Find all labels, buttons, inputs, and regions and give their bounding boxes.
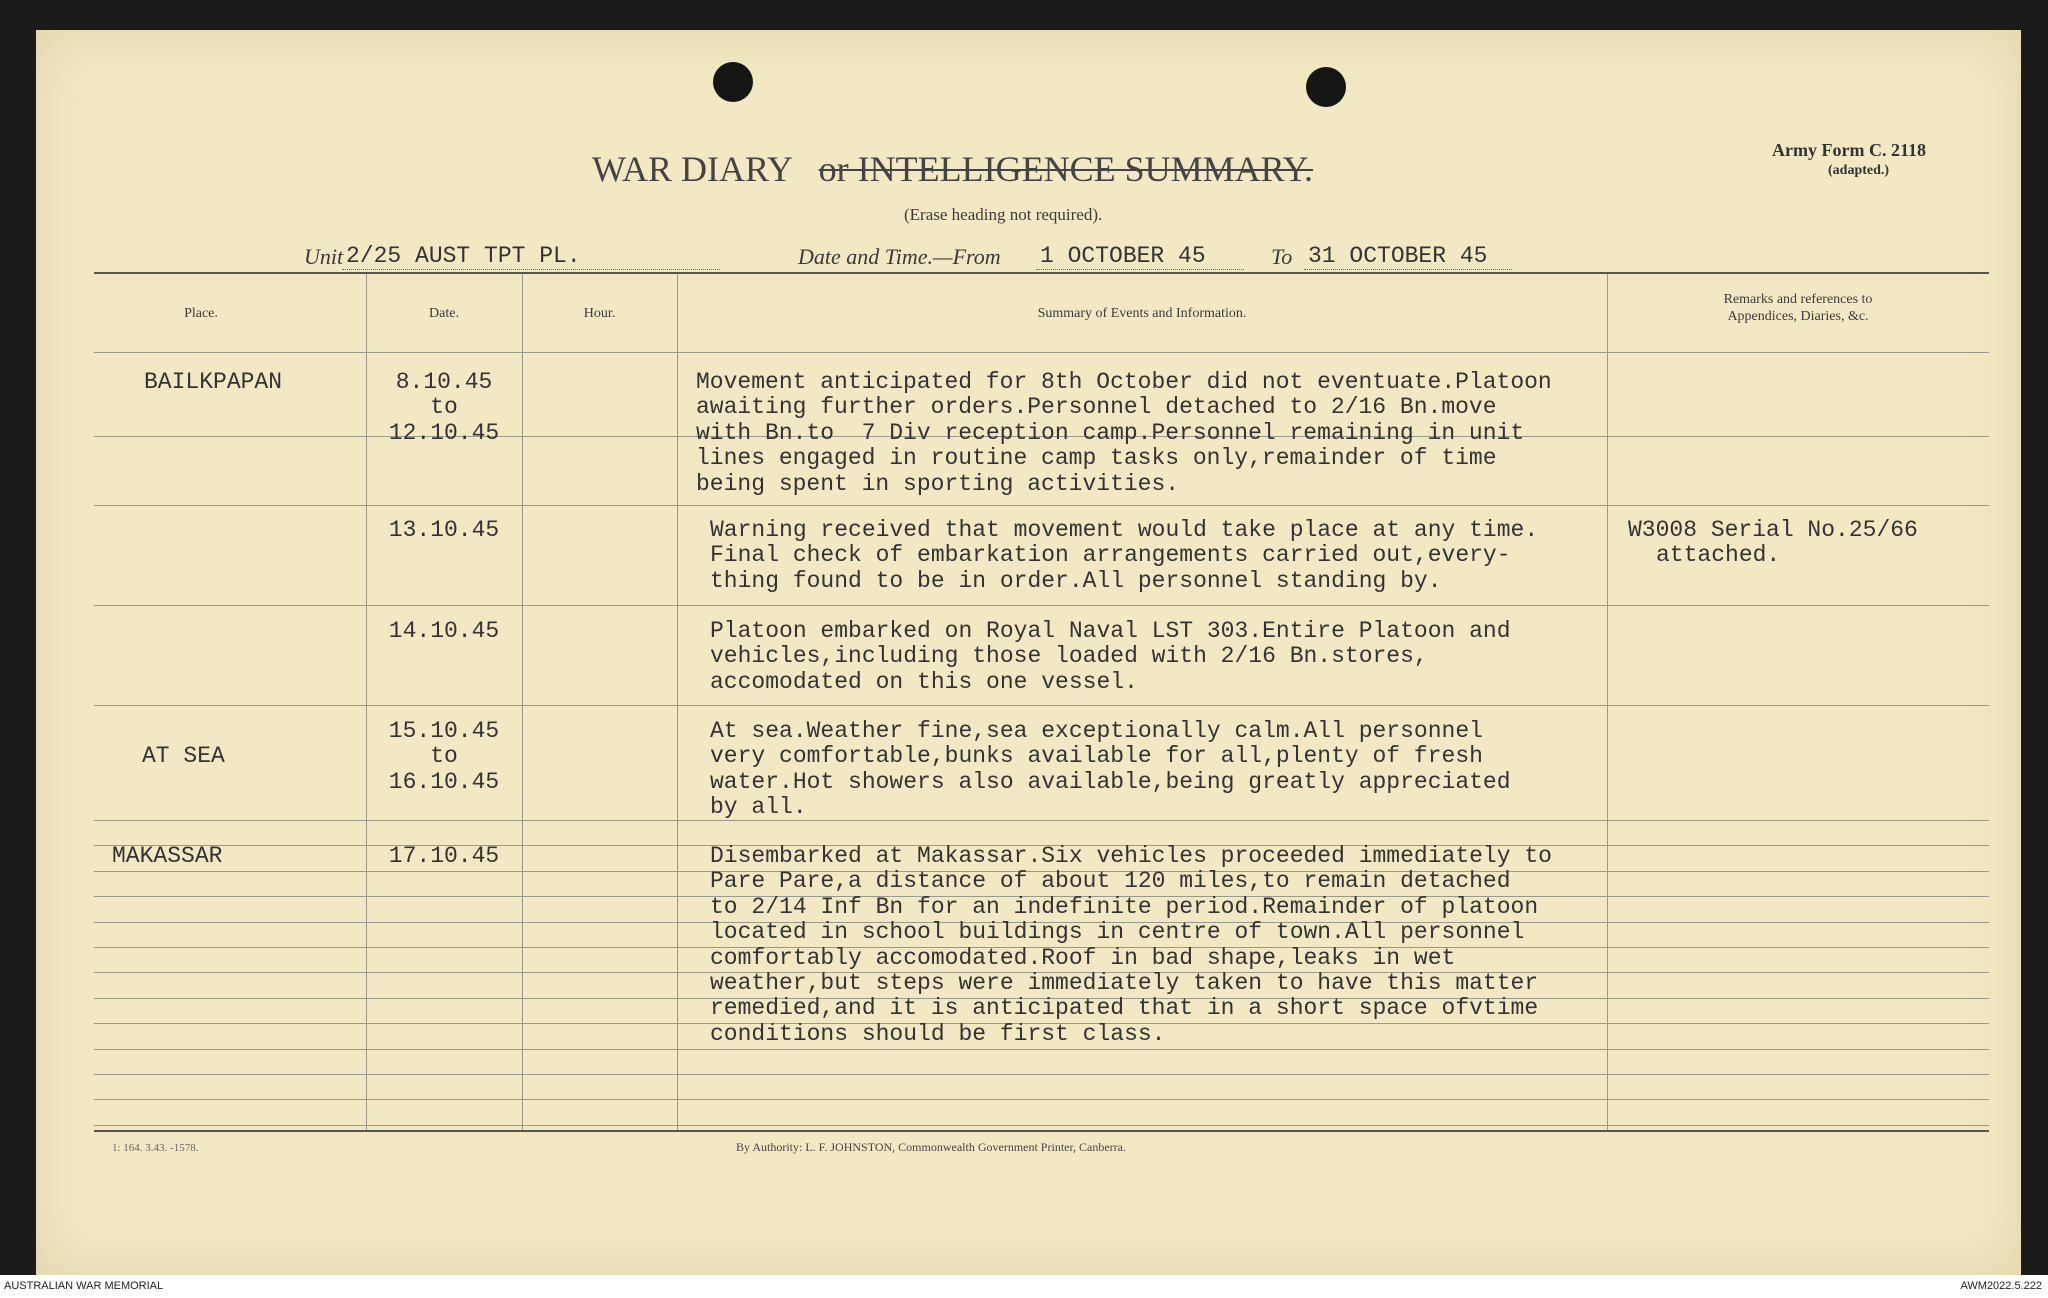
- header-summary: Summary of Events and Information.: [1037, 306, 1247, 321]
- entry-1-summary: [696, 370, 1552, 497]
- to-label: To: [1271, 244, 1293, 269]
- summary-line: Disembarked at Makassar.Six vehicles proceeded immediately to: [710, 843, 1552, 869]
- printer-authority: By Authority: L. F. JOHNSTON, Commonwealth Government Printer, Canberra.: [736, 1140, 1126, 1154]
- entry-4-date-line: to: [430, 743, 458, 770]
- summary-line: At sea.Weather fine,sea exceptionally calm.All personnel: [710, 718, 1483, 744]
- summary-line: to 2/14 Inf Bn for an indefinite period.Remainder of platoon: [710, 893, 1539, 920]
- entry-5-summary: [710, 844, 1552, 1047]
- document-page: [36, 30, 2021, 1275]
- entry-1-date-line: to: [430, 394, 458, 421]
- table-bottom-rule: [94, 1130, 1989, 1132]
- ruled-line: [94, 352, 1989, 353]
- summary-line: vehicles,including those loaded with 2/16 Bn.stores,: [710, 643, 1428, 670]
- column-divider-summary: [1607, 274, 1608, 1130]
- column-divider-place: [366, 274, 367, 1130]
- printer-code: 1: 164. 3.43. -1578.: [112, 1142, 199, 1154]
- ruled-line: [94, 705, 1989, 706]
- summary-line: Platoon embarked on Royal Naval LST 303.Entire Platoon and: [710, 618, 1511, 644]
- adapted-label: (adapted.): [1828, 163, 1890, 178]
- unit-value: 2/25 AUST TPT PL.: [342, 244, 720, 270]
- summary-line: Pare Pare,a distance of about 120 miles,to remain detached: [710, 868, 1511, 895]
- ruled-line: [94, 1125, 1989, 1126]
- column-divider-hour: [677, 274, 678, 1130]
- summary-line: accomodated on this one vessel.: [710, 668, 1138, 695]
- header-remarks-1: Remarks and references to: [1723, 292, 1873, 307]
- entry-1-date-line: 8.10.45: [395, 369, 493, 395]
- unit-label: Unit: [304, 244, 344, 269]
- entry-3-summary: [710, 619, 1511, 695]
- summary-line: very comfortable,bunks available for all,plenty of fresh: [710, 743, 1483, 770]
- date-to: 31 OCTOBER 45: [1304, 244, 1512, 270]
- entry-4-date-line: 16.10.45: [388, 768, 500, 795]
- remarks-line: W3008 Serial No.25/66: [1628, 517, 1918, 543]
- entry-2-date: 13.10.45: [388, 517, 500, 543]
- ruled-line: [94, 605, 1989, 606]
- ruled-line: [94, 1099, 1989, 1100]
- summary-line: with Bn.to 7 Div reception camp.Personnel remaining in unit: [696, 419, 1525, 446]
- column-divider-date: [522, 274, 523, 1130]
- entry-4-date-line: 15.10.45: [388, 718, 500, 744]
- entry-2-summary: [710, 518, 1538, 594]
- ruled-line: [94, 1049, 1989, 1050]
- summary-line: Final check of embarkation arrangements carried out,every-: [710, 542, 1511, 569]
- entry-4-place: AT SEA: [142, 743, 225, 769]
- punch-hole-right: [1306, 67, 1346, 107]
- header-hour: Hour.: [583, 306, 616, 321]
- entry-5-place: MAKASSAR: [112, 843, 223, 869]
- summary-line: water.Hot showers also available,being greatly appreciated: [710, 768, 1511, 795]
- entry-3-date: 14.10.45: [388, 618, 500, 644]
- summary-line: awaiting further orders.Personnel detached to 2/16 Bn.move: [696, 394, 1497, 421]
- date-from: 1 OCTOBER 45: [1036, 244, 1244, 270]
- summary-line: weather,but steps were immediately taken to have this matter: [710, 970, 1539, 997]
- entry-2-remarks: [1628, 518, 1918, 569]
- title-struck: or INTELLIGENCE SUMMARY.: [818, 149, 1314, 189]
- header-date: Date.: [429, 306, 459, 321]
- summary-line: being spent in sporting activities.: [696, 470, 1180, 497]
- summary-line: located in school buildings in centre of town.All personnel: [710, 919, 1525, 946]
- entry-4-date: [376, 719, 512, 795]
- archive-footer-bar: [0, 1275, 2048, 1298]
- summary-line: thing found to be in order.All personnel standing by.: [710, 567, 1442, 594]
- summary-line: by all.: [710, 794, 807, 821]
- summary-line: conditions should be first class.: [710, 1020, 1166, 1047]
- date-label: Date and Time.—From: [798, 244, 1001, 269]
- summary-line: lines engaged in routine camp tasks only,remainder of time: [696, 445, 1497, 472]
- archive-credit: AUSTRALIAN WAR MEMORIAL: [4, 1280, 164, 1292]
- summary-line: remedied,and it is anticipated that in a short space ofvtime: [710, 995, 1539, 1022]
- table-top-rule: [94, 272, 1989, 274]
- erase-note: (Erase heading not required).: [904, 205, 1103, 224]
- ruled-line: [94, 1074, 1989, 1075]
- summary-line: comfortably accomodated.Roof in bad shape,leaks in wet: [710, 944, 1456, 971]
- summary-line: Movement anticipated for 8th October did not eventuate.Platoon: [696, 369, 1552, 395]
- punch-hole-left: [713, 62, 753, 102]
- entry-5-date: 17.10.45: [388, 843, 500, 869]
- entry-1-place: BAILKPAPAN: [144, 369, 283, 395]
- header-place: Place.: [184, 306, 218, 321]
- form-title: [592, 148, 1313, 190]
- entry-1-date: [376, 370, 512, 446]
- header-remarks-2: Appendices, Diaries, &c.: [1727, 309, 1869, 324]
- ruled-line: [94, 505, 1989, 506]
- title-main: WAR DIARY: [592, 149, 792, 189]
- summary-line: Warning received that movement would take place at any time.: [710, 517, 1539, 543]
- remarks-line: attached.: [1656, 542, 1781, 569]
- entry-4-summary: [710, 719, 1511, 821]
- entry-1-date-line: 12.10.45: [388, 419, 500, 446]
- army-form-label: Army Form C. 2118: [1772, 140, 1926, 160]
- archive-reference: AWM2022.5.222: [1960, 1280, 2042, 1292]
